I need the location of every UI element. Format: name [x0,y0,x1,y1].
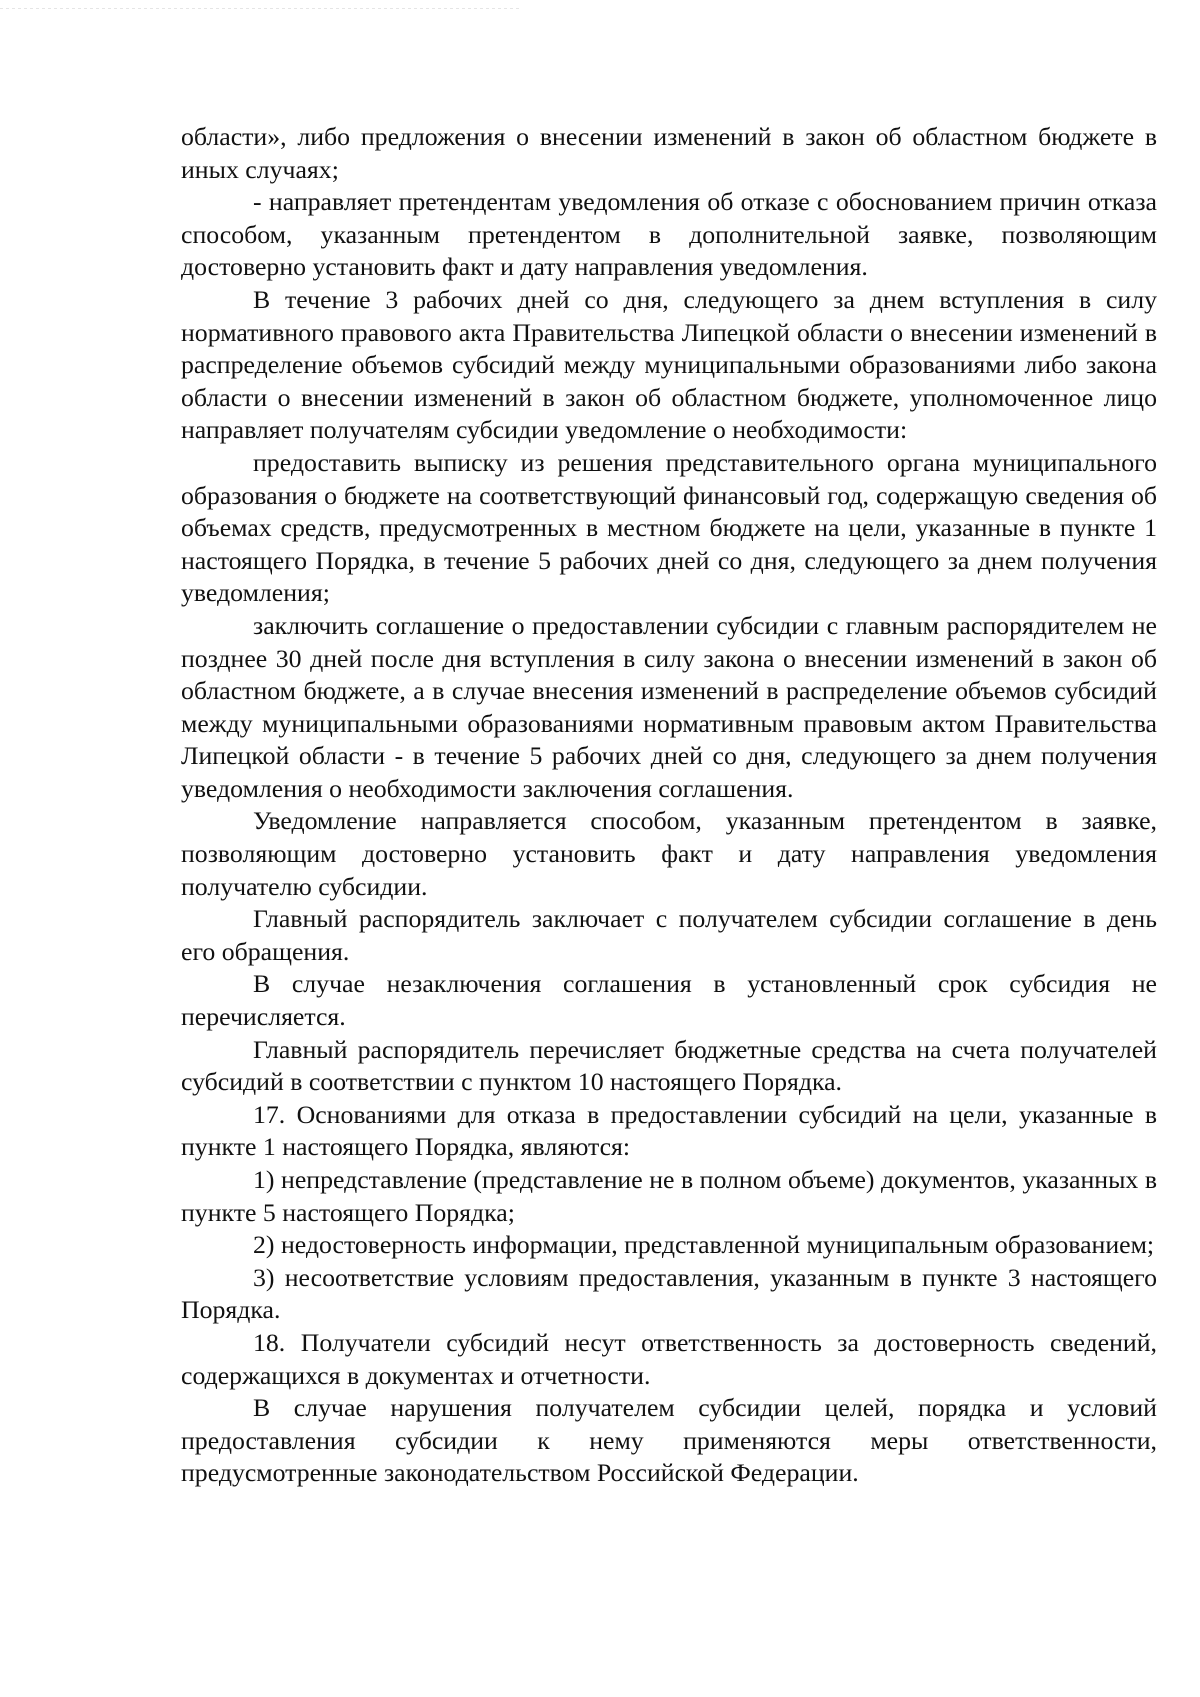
paragraph-14: 18. Получатели субсидий несут ответственность за достоверность сведений, содержащихся в документах и отчетности. [181,1327,1157,1390]
paragraph-15: В случае нарушения получателем субсидии целей, порядка и условий предоставления субсидии к нему применяются меры ответственности, предусмотренные законодательством Российской Федерации. [181,1393,1157,1488]
paragraph-8: В случае незаключения соглашения в установленный срок субсидия не перечисляется. [181,969,1157,1032]
paragraph-1: области», либо предложения о внесении изменений в закон об областном бюджете в иных случаях; [181,122,1157,184]
paragraph-9: Главный распорядитель перечисляет бюджетные средства на счета получателей субсидий в соответствии с пунктом 10 настоящего Порядка. [181,1034,1157,1097]
document-body [181,121,1157,1490]
paragraph-13: 3) несоответствие условиям предоставления, указанным в пункте 3 настоящего Порядка. [181,1262,1157,1325]
paragraph-7: Главный распорядитель заключает с получателем субсидии соглашение в день его обращения. [181,904,1157,966]
paragraph-2: - направляет претендентам уведомления об отказе с обоснованием причин отказа способом, указанным претендентом в дополнительной заявке, позволяющим достоверно установить факт и дату направления уведомления. [181,187,1157,282]
paragraph-3: В течение 3 рабочих дней со дня, следующего за днем вступления в силу нормативного правового акта Правительства Липецкой области о внесении изменений в распределение объемов субсидий между муниципальными образованиями либо закона области о внесении изменений в закон об областном бюджете, уполномоченное лицо направляет получателям субсидии уведомление о необходимости: [181,284,1157,445]
paragraph-4: предоставить выписку из решения представительного органа муниципального образования о бюджете на соответствующий финансовый год, содержащую сведения об объемах средств, предусмотренных в местном бюджете на цели, указанные в пункте 1 настоящего Порядка, в течение 5 рабочих дней со дня, следующего за днем получения уведомления; [181,447,1157,608]
paragraph-6: Уведомление направляется способом, указанным претендентом в заявке, позволяющим достоверно установить факт и дату направления уведомления получателю субсидии. [181,806,1157,901]
scan-edge-mark [0,8,520,9]
paragraph-11: 1) непредставление (представление не в полном объеме) документов, указанных в пункте 5 настоящего Порядка; [181,1165,1157,1227]
paragraph-5: заключить соглашение о предоставлении субсидии с главным распорядителем не позднее 30 дней после дня вступления в силу закона о внесении изменений в закон об областном бюджете, а в случае внесения изменений в распределение объемов субсидий между муниципальными образованиями нормативным правовым актом Правительства Липецкой области - в течение 5 рабочих дней со дня, следующего за днем получения уведомления о необходимости заключения соглашения. [181,610,1157,803]
paragraph-12: 2) недостоверность информации, представленной муниципальным образованием; [253,1230,1155,1260]
paragraph-10: 17. Основаниями для отказа в предоставлении субсидий на цели, указанные в пункте 1 настоящего Порядка, являются: [181,1099,1157,1162]
